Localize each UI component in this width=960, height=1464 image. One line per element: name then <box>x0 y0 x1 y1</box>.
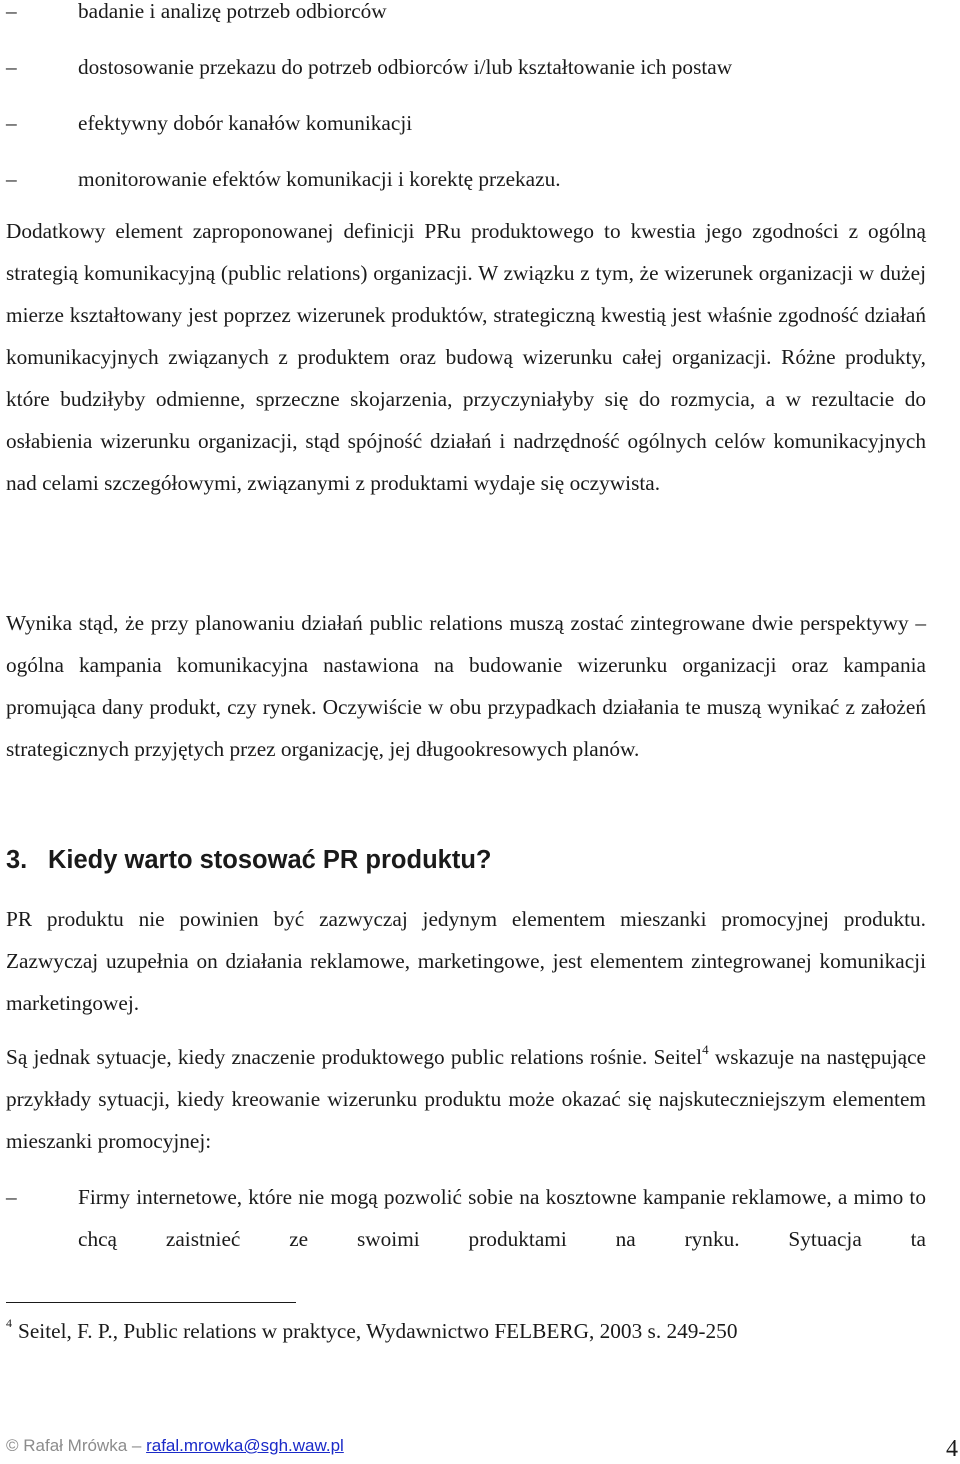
footnote-divider <box>6 1302 296 1303</box>
list-item-text: Firmy internetowe, które nie mogą pozwolić sobie na kosztowne kampanie reklamowe, a mimo to chcą zaistnieć ze swoimi produktami na rynku. Sytuacja ta <box>78 1185 926 1251</box>
section-title: Kiedy warto stosować PR produktu? <box>48 846 492 874</box>
list-item <box>6 0 926 52</box>
paragraph-definition: Dodatkowy element zaproponowanej definicji PRu produktowego to kwestia jego zgodności z ogólną strategią komunikacyjną (public relations) organizacji. W związku z tym, że wizerunek organizacji w dużej mierze kształtowany jest poprzez wizerunek produktów, strategiczną kwestią jest właśnie zgodność działań komunikacyjnych związanych z produktem oraz budową wizerunku całej organizacji. Różne produkty, które budziłyby odmienne, sprzeczne skojarzenia, przyczyniałyby się do rozmycia, a w rezultacie do osłabienia wizerunku organizacji, stąd spójność działań i nadrzędność ogólnych celów komunikacyjnych nad celami szczegółowymi, związanymi z produktami wydaje się oczywista. <box>6 219 926 495</box>
list-item <box>6 52 926 108</box>
footnote-mark: 4 <box>6 1315 12 1330</box>
author-credit: © Rafał Mrówka – <box>6 1436 147 1455</box>
bullet-list <box>6 0 926 220</box>
section-number: 3. <box>6 846 28 874</box>
section-heading <box>6 839 491 881</box>
paragraph-integration: Wynika stąd, że przy planowaniu działań public relations muszą zostać zintegrowane dwie perspektywy – ogólna kampania komunikacyjna nastawiona na budowanie wizerunku organizacji oraz kampania promująca dany produkt, czy rynek. Oczywiście w obu przypadkach działania te muszą wynikać z założeń strategicznych przyjętych przez organizację, jej długookresowych planów. <box>6 611 926 761</box>
footer-credit <box>6 1436 344 1456</box>
footnote <box>6 1314 737 1348</box>
bullet-dash: – <box>6 0 17 23</box>
email-link[interactable]: rafal.mrowka@sgh.waw.pl <box>146 1436 344 1455</box>
list-item <box>6 108 926 164</box>
footnote-text: Seitel, F. P., Public relations w praktyce, Wydawnictwo FELBERG, 2003 s. 249-250 <box>18 1319 738 1343</box>
list-item <box>6 1176 926 1260</box>
paragraph-text: Są jednak sytuacje, kiedy znaczenie produktowego public relations rośnie. Seitel <box>6 1045 703 1069</box>
bullet-dash: – <box>6 167 17 191</box>
bullet-dash: – <box>6 1185 17 1209</box>
paragraph-pr-role: PR produktu nie powinien być zazwyczaj jedynym elementem mieszanki promocyjnej produktu. Zazwyczaj uzupełnia on działania reklamowe, marketingowe, jest elementem zintegrowanej komunikacji marketingowej. <box>6 907 926 1015</box>
list-item-text: dostosowanie przekazu do potrzeb odbiorców i/lub kształtowanie ich postaw <box>78 55 733 79</box>
list-item-text: monitorowanie efektów komunikacji i korektę przekazu. <box>78 167 561 191</box>
footnote-reference[interactable]: 4 <box>702 1041 709 1057</box>
list-item-text: efektywny dobór kanałów komunikacji <box>78 111 413 135</box>
bullet-dash: – <box>6 111 17 135</box>
paragraph-text: wskazuje na następujące przykłady sytuacji, kiedy kreowanie wizerunku produktu może okazać się najskuteczniejszym elementem mieszanki promocyjnej: <box>6 1045 926 1153</box>
list-item-text: badanie i analizę potrzeb odbiorców <box>78 0 387 23</box>
page-number: 4 <box>946 1436 958 1462</box>
page-footer <box>6 1432 960 1464</box>
paragraph-situations <box>6 1036 926 1162</box>
bullet-dash: – <box>6 55 17 79</box>
